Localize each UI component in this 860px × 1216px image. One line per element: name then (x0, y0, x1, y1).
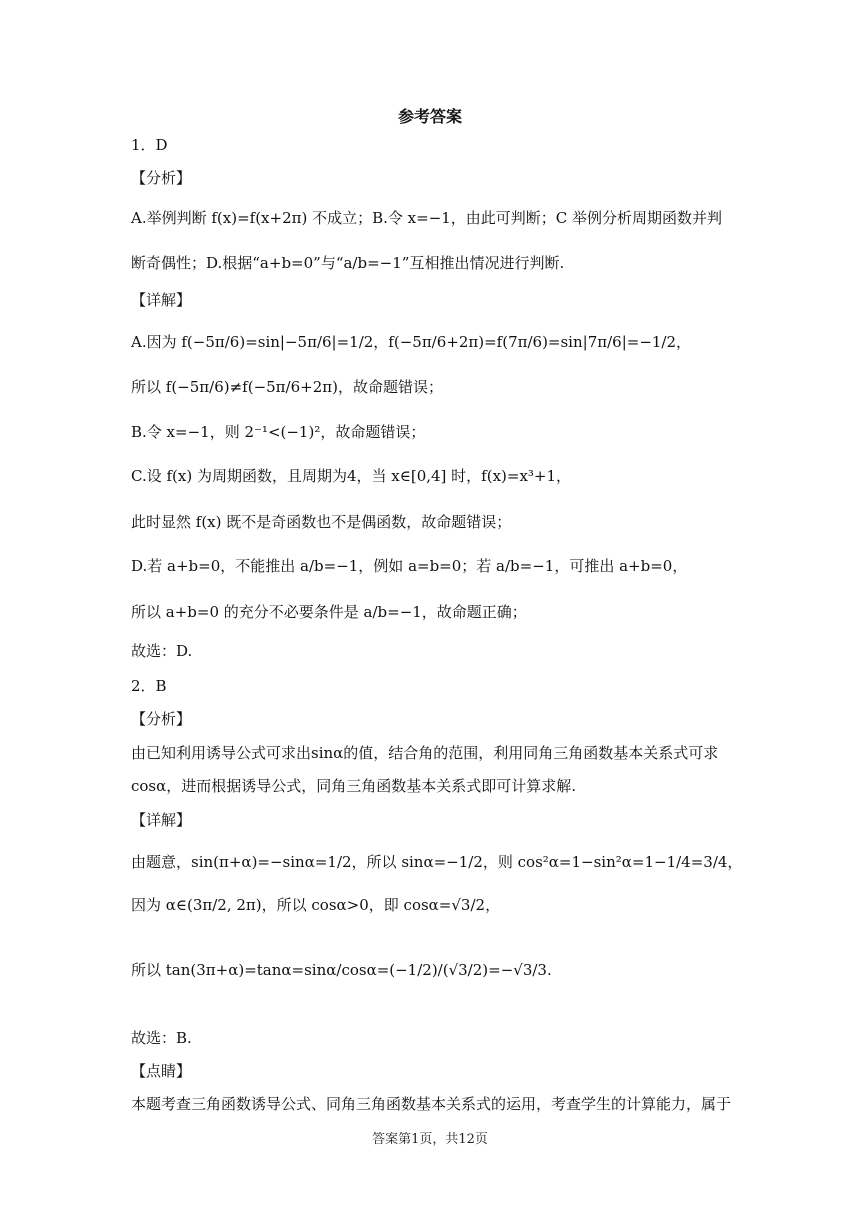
q2-detail-line-3: 所以 tan(3π+α)=tanα=sinα/cosα=(−1/2)/(√3/2)=−√3/3. (131, 961, 552, 979)
q1-detail-d-line-2: 所以 a+b=0 的充分不必要条件是 a/b=−1，故命题正确； (131, 603, 527, 621)
q1-analysis-head: 【分析】 (131, 169, 192, 187)
q1-detail-d-line-1: D.若 a+b=0，不能推出 a/b=−1，例如 a=b=0；若 a/b=−1，可推出 a+b=0， (131, 557, 688, 575)
page-footer: 答案第1页，共12页 (372, 1132, 488, 1147)
q1-detail-c-line-1: C.设 f(x) 为周期函数，且周期为4，当 x∈[0,4] 时，f(x)=x³+1， (131, 467, 572, 485)
q2-detail-head: 【详解】 (131, 811, 192, 829)
q2-analysis-line-2: cosα，进而根据诱导公式，同角三角函数基本关系式即可计算求解. (131, 777, 577, 795)
q1-choice: 故选：D. (131, 642, 193, 660)
q2-analysis-head: 【分析】 (131, 710, 192, 728)
q2-choice: 故选：B. (131, 1029, 192, 1047)
q1-detail-b: B.令 x=−1，则 2⁻¹<(−1)²，故命题错误； (131, 423, 426, 441)
q2-detail-line-2: 因为 α∈(3π/2, 2π)，所以 cosα>0，即 cosα=√3/2， (131, 896, 501, 914)
q2-detail-line-1: 由题意，sin(π+α)=−sinα=1/2，所以 sinα=−1/2，则 cos²α=1−sin²α=1−1/4=3/4， (131, 853, 743, 871)
q1-number: 1．D (131, 136, 168, 154)
q1-detail-c-line-2: 此时显然 f(x) 既不是奇函数也不是偶函数，故命题错误； (131, 513, 512, 531)
q2-comment-line-1: 本题考查三角函数诱导公式、同角三角函数基本关系式的运用，考查学生的计算能力，属于 (131, 1095, 732, 1113)
q2-comment-head: 【点睛】 (131, 1062, 192, 1080)
q1-analysis-line-1: A.举例判断 f(x)=f(x+2π) 不成立；B.令 x=−1，由此可判断；C 举例分析周期函数并判 (131, 209, 723, 227)
q1-detail-a-line-2: 所以 f(−5π/6)≠f(−5π/6+2π)，故命题错误； (131, 378, 443, 396)
q2-number: 2．B (131, 677, 167, 695)
page-title: 参考答案 (397, 107, 462, 126)
q1-detail-head: 【详解】 (131, 291, 192, 309)
q2-analysis-line-1: 由已知利用诱导公式可求出sinα的值，结合角的范围，利用同角三角函数基本关系式可求 (131, 744, 719, 762)
q1-detail-a-line-1: A.因为 f(−5π/6)=sin|−5π/6|=1/2，f(−5π/6+2π)=f(7π/6)=sin|7π/6|=−1/2， (131, 333, 692, 351)
q1-analysis-line-2: 断奇偶性；D.根据“a+b=0”与“a/b=−1”互相推出情况进行判断. (131, 254, 565, 272)
